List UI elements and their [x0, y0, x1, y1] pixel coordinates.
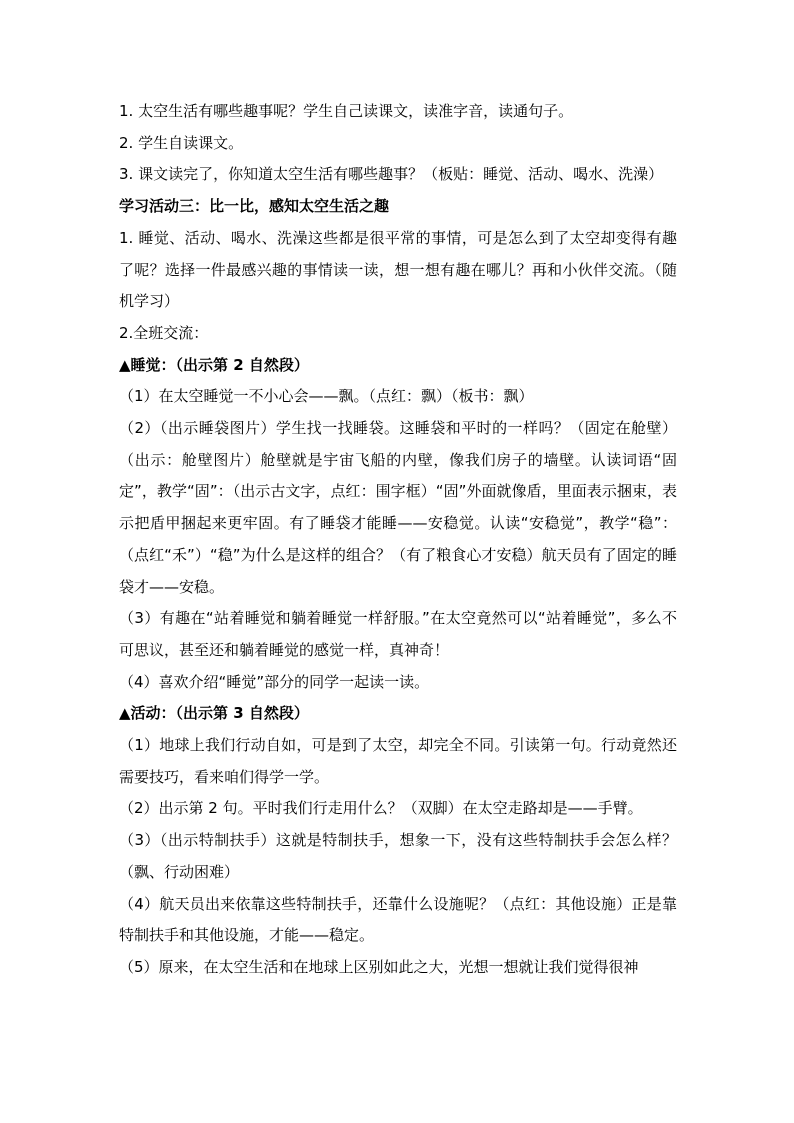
subheading-activity: ▲活动：（出示第 3 自然段） [119, 704, 309, 723]
document-page [119, 96, 677, 984]
section-heading-activity-3: 学习活动三：比一比，感知太空生活之趣 [119, 197, 390, 216]
paragraph-sleep-3: （3）有趣在“站着睡觉和躺着睡觉一样舒服。”在太空竟然可以“站着睡觉”，多么不可思议，甚至还和躺着睡觉的感觉一样，真神奇！ [119, 609, 677, 659]
paragraph-sleep-2: （2）（出示睡袋图片）学生找一找睡袋。这睡袋和平时的一样吗？（固定在舱壁）（出示：舱壁图片）舱壁就是宇宙飞船的内壁，像我们房子的墙壁。认读词语“固定”，教学“固”：（出示古文字，点红：围字框）“固”外面就像盾，里面表示捆束，表示把盾甲捆起来更牢固。有了睡袋才能睡——安稳觉。认读“安稳觉”，教学“稳”：（点红“禾”）“稳”为什么是这样的组合？（有了粮食心才安稳）航天员有了固定的睡袋才——安稳。 [119, 419, 677, 596]
paragraph-activity-1: （1）地球上我们行动自如，可是到了太空，却完全不同。引读第一句。行动竟然还需要技巧，看来咱们得学一学。 [119, 736, 677, 786]
paragraph-1: 1. 太空生活有哪些趣事呢？学生自己读课文，读准字音，读通句子。 [119, 102, 574, 120]
paragraph-activity-3: （3）（出示特制扶手）这就是特制扶手，想象一下，没有这些特制扶手会怎么样？（飘、行动困难） [119, 831, 677, 881]
paragraph-2: 2. 学生自读课文。 [119, 133, 244, 152]
paragraph-3: 3. 课文读完了，你知道太空生活有哪些趣事？（板贴：睡觉、活动、喝水、洗澡） [119, 165, 664, 184]
paragraph-sleep-1: （1）在太空睡觉一不小心会——飘。（点红：飘）（板书：飘） [119, 387, 534, 406]
paragraph-activity-4: （4）航天员出来依靠这些特制扶手，还靠什么设施呢？（点红：其他设施）正是靠特制扶手和其他设施，才能——稳定。 [119, 894, 677, 945]
paragraph-5: 2.全班交流： [119, 323, 209, 342]
paragraph-activity-5: （5）原来，在太空生活和在地球上区别如此之大，光想一想就让我们觉得很神 [119, 957, 639, 976]
paragraph-sleep-4: （4）喜欢介绍“睡觉”部分的同学一起读一读。 [119, 672, 430, 691]
paragraph-4: 1. 睡觉、活动、喝水、洗澡这些都是很平常的事情，可是怎么到了太空却变得有趣了呢？选择一件最感兴趣的事情读一读，想一想有趣在哪儿？再和小伙伴交流。（随机学习） [119, 228, 677, 311]
subheading-sleep: ▲睡觉：（出示第 2 自然段） [119, 355, 309, 374]
paragraph-activity-2: （2）出示第 2 句。平时我们行走用什么？（双脚）在太空走路却是——手臂。 [119, 799, 643, 818]
